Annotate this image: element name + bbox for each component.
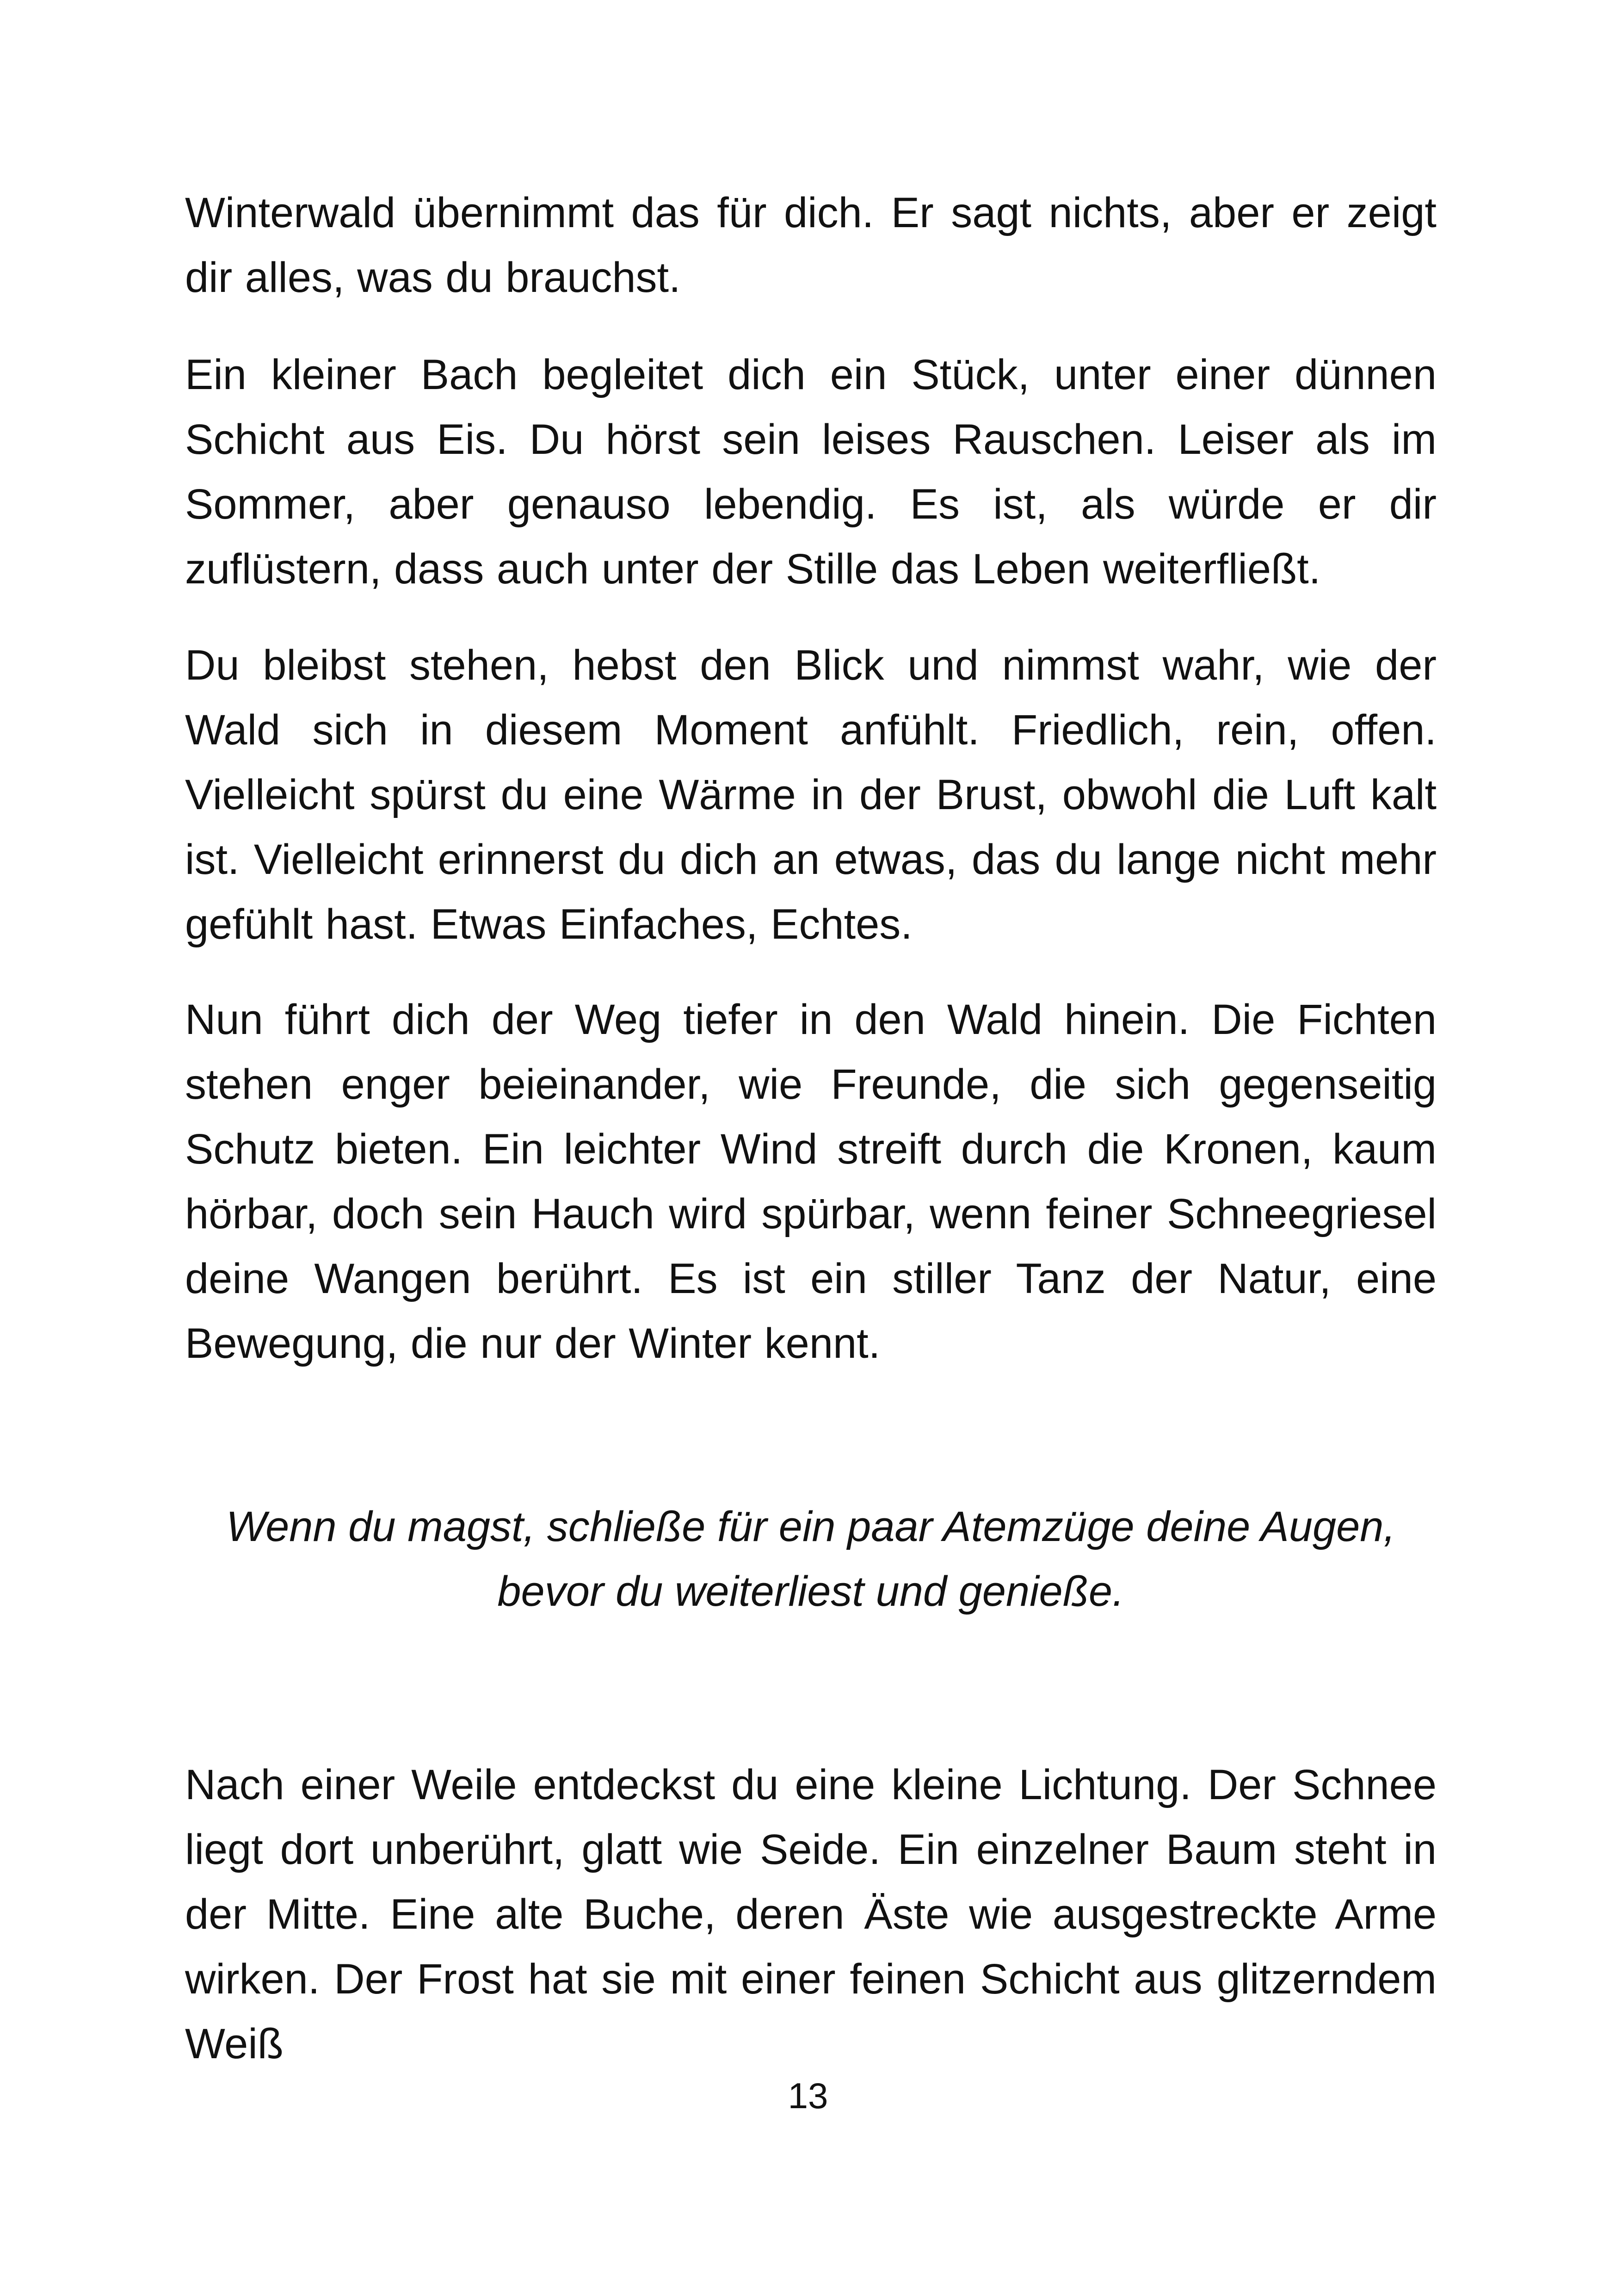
paragraph-bach: Ein kleiner Bach begleitet dich ein Stück, unter einer dünnen Schicht aus Eis. Du hörst sein leises Rauschen. Leiser als im Sommer, aber genauso lebendig. Es ist, als würde er dir zuflüstern, dass auch unter der Stille das Leben weiterfließt. [185, 351, 1437, 593]
quote-line-2: bevor du weiterliest und genieße. [497, 1568, 1124, 1615]
italic-quote [185, 1494, 1437, 1624]
quote-line-1: Wenn du magst, schließe für ein paar Atemzüge deine Augen, [226, 1503, 1396, 1550]
paragraph-stehen-bleiben: Du bleibst stehen, hebst den Blick und nimmst wahr, wie der Wald sich in diesem Moment anfühlt. Friedlich, rein, offen. Vielleicht spürst du eine Wärme in der Brust, obwohl die Luft kalt ist. Vielleicht erinnerst du dich an etwas, das du lange nicht mehr gefühlt hast. Etwas Einfaches, Echtes. [185, 642, 1437, 948]
page-number: 13 [788, 2075, 828, 2116]
paragraph-weg-tiefer: Nun führt dich der Weg tiefer in den Wald hinein. Die Fichten stehen enger beieinander, wie Freunde, die sich gegenseitig Schutz bieten. Ein leichter Wind streift durch die Kronen, kaum hörbar, doch sein Hauch wird spürbar, wenn feiner Schneegriesel deine Wangen berührt. Es ist ein stiller Tanz der Natur, eine Bewegung, die nur der Winter kennt. [185, 996, 1437, 1367]
paragraph-winterwald: Winterwald übernimmt das für dich. Er sagt nichts, aber er zeigt dir alles, was du brauchst. [185, 189, 1437, 301]
paragraph-lichtung: Nach einer Weile entdeckst du eine kleine Lichtung. Der Schnee liegt dort unberührt, glatt wie Seide. Ein einzelner Baum steht in der Mitte. Eine alte Buche, deren Äste wie ausgestreckte Arme wirken. Der Frost hat sie mit einer feinen Schicht aus glitzerndem Weiß [185, 1761, 1437, 2067]
